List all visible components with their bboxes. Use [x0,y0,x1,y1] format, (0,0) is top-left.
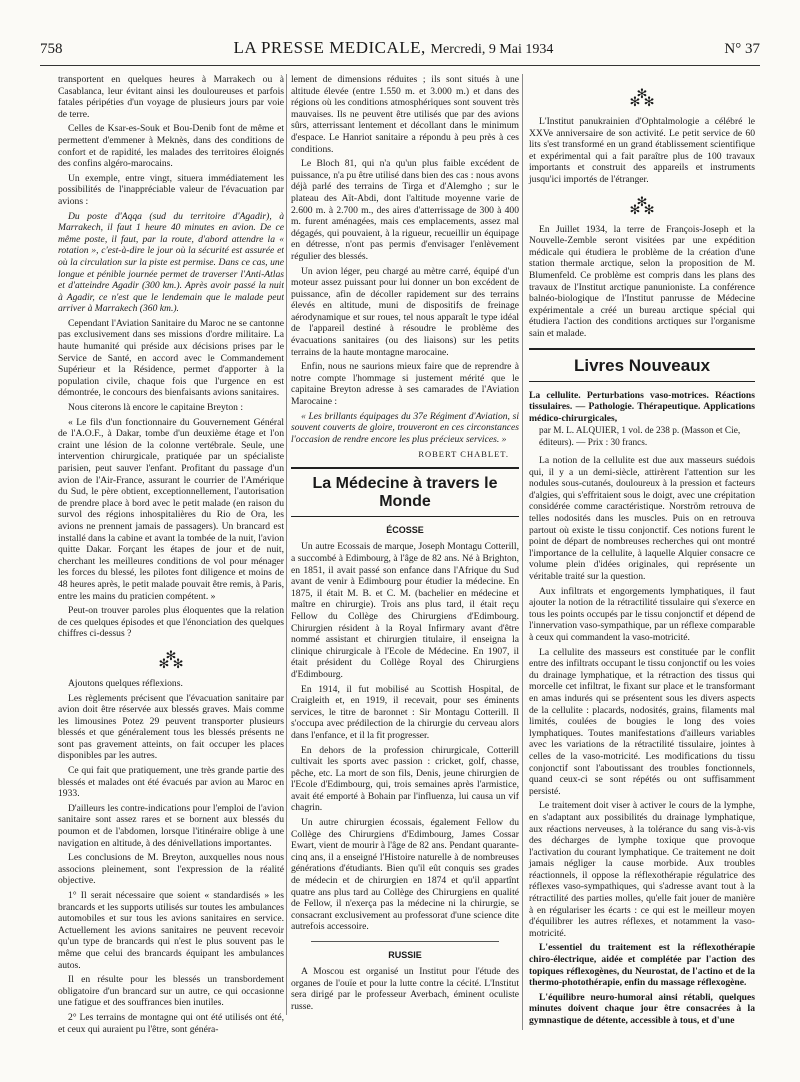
column-1 [58,74,284,1038]
paragraph: En dehors de la profession chirurgicale, Cotterill cultivait les sports avec passion : cricket, golf, chasse, pêche, etc. La mort de son fils, Denis, jeune chirurgien de l'Ecole d'Edimbourg, qui, trois semaines après l'armistice, avait été emporté à Bohain par l'influenza, lui causa un vif chagrin. [291,744,519,814]
paragraph: Du poste d'Aqqa (sud du territoire d'Agadir), à Marrakech, il faut 1 heure 40 minutes en avion. De ce même poste, il faut, par la route, d'abord attendre la « rotation », c'est-à-dire le jour où la sécurité est assurée et où la circulation sur la piste est permise. Dans ce cas, une longue et pénible journée permet de traverser l'Anti-Atlas et d'atteindre Agadir (300 km.). Après avoir passé la nuit à Agadir, ce n'est que le lendemain que le malade peut arriver à Marrakech (360 km.). [58,210,284,315]
paragraph: A Moscou est organisé un Institut pour l'étude des organes de l'ouïe et pour la lutte contre la cécité. L'Institut sera dirigé par le professeur Averbach, éminent oculiste russe. [291,966,519,1012]
subsection-heading: ÉCOSSE [386,525,424,536]
paragraph: Le Bloch 81, qui n'a qu'un plus faible excédent de puissance, n'a pu être utilisé dans bien des cas : nous avons déjà parlé des terrains de Tirga et d'Alemgho ; sur le plateau des Aït-Abdi, dont l'altitude moyenne varie de 2.600 m. à 2.700 m., des aires d'atterrissage de 300 à 400 m. furent aménagées, mais ces emplacements, assez mal dégagés, qui pouvaient, à la rigueur, recueillir un équipage en détresse, n'ont pas permis d'envisager l'enlèvement régulier des blessés. [291,158,519,262]
paragraph: L'essentiel du traitement est la réflexothérapie chiro-électrique, aidée et complétée par l'action des topiques réflexogènes, du Neurostat, de l'actino et de la thermo-photothérapie, enfin du massage réflexogène. [529,942,755,989]
paragraph: Nous citerons là encore le capitaine Breyton : [68,402,244,414]
paragraph: Aux infiltrats et engorgements lymphatiques, il faut ajouter la notion de la rétractilité tissulaire qui s'exerce en tous les points occupés par le tissu conjonctif et dépend de l'innervation vaso-sympathique, par un réflexe comparable à ceux qui commandent la vaso-motricité. [529,585,755,643]
book-details: par M. L. ALQUIER, 1 vol. de 238 p. (Masson et Cie, éditeurs). — Prix : 30 francs. [539,426,741,448]
author-signature: ROBERT CHABLET. [418,449,509,460]
section-title: La Médecine à travers le Monde [291,467,519,517]
section-title: Livres Nouveaux [529,348,755,382]
paragraph: Un autre chirurgien écossais, également Fellow du Collège des Chirurgiens d'Edimbourg, James Cossar Ewart, vient de mourir à l'âge de 82 ans. Pendant quarante-cinq ans, il a enseigné l'Histoire naturelle à de nombreuses générations d'étudiants. Bien qu'il eût conquis ses grades de médecin et de chirurgien en 1874 et qu'il appartînt quatre ans plus tard au Collège des Chirurgiens en qualité de Fellow, il n'exerça pas la médecine ni la chirurgie, se consacrant exclusivement au professorat d'une science dite autrefois accessoire. [291,817,519,933]
book-title: La cellulite. Perturbations vaso-motrices. Réactions tissulaires. — Pathologie. Thérapeutique. Applications médico-chirurgicales, [529,389,755,424]
divider [311,941,499,942]
paragraph: En 1914, il fut mobilisé au Scottish Hospital, de Craigleith et, en 1919, il recevait, pour ses éminents services, le titre de baronnet : Sir Montagu Cotterill. Il s'occupa avec prédilection de la chirurgie du cerveau alors dans l'enfance, et il la fit progresser. [291,683,519,741]
issue-number: N° 37 [724,41,760,57]
paragraph: Celles de Ksar-es-Souk et Bou-Denib font de même et permettent d'emmener à Meknès, dans des conditions de confort et de rapidité, les malades des territoires éloignés des confins algéro-marocains. [58,123,284,170]
paragraph: L'Institut panukrainien d'Ophtalmologie a célébré le XXVe anniversaire de son activité. Le petit service de 60 lits s'est transformé en un grand établissement scientifique et expérimental qui a fait paraître plus de 100 travaux importants et construit des appareils et instruments jusqu'ici importés de l'étranger. [529,116,755,185]
quote-paragraph: « Le fils d'un fonctionnaire du Gouvernement Général de l'A.O.F., à Dakar, tombe d'un deuxième étage et l'on craint une lésion de la colonne vertébrale. Seule, une intervention chirurgicale, pratiquée par un spécialiste parisien, peut sauver l'enfant. Profitant du passage d'un avion de l'Air-France, assurant le courrier de l'Amérique du Sud, le père obtient, exceptionnellement, l'autorisation de prendre place à bord avec le petit malade (en raison du survol des régions inhospitalières du Rio de Ora, les avions ne prennent jamais de passagers). Un brancard est installé dans la cabine et avant la tombée de la nuit, l'avion quitte Dakar. Forçant les étapes de jour et de nuit, cherchant les meilleures conditions de vol pour ménager les forces du blessé, les pilotes font diligence et moins de 48 heures après, le petit malade pouvait être remis, à Paris, entre les mains du praticien compétent. » [58,416,284,602]
paragraph: En Juillet 1934, la terre de François-Joseph et la Nouvelle-Zemble seront visitées par une expédition médicale qui étudiera le problème de la création d'une station thermale arctique, selon la proposition de M. Blumenfeld. Ce problème est compris dans les plans des travaux de l'Institut arctique panunioniste. La conférence balnéo-biologique de l'Institut panrusse de Médecine expérimentale a créé un bureau arctique spécial qui étudiera l'action des conditions arctiques sur l'organisme sain et malade. [529,223,755,339]
paragraph: Un autre Ecossais de marque, Joseph Montagu Cotterill, a succombé à Edimbourg, à l'âge de 82 ans. Né à Brighton, en 1851, il avait passé son enfance dans l'Afrique du Sud avant de venir à Edimbourg pour étudier la médecine. En 1875, il était M. B. et C. M. (bachelier en médecine et maître en chirurgie). Trois ans plus tard, il était reçu Fellow du Collège des Chirurgiens d'Edimbourg. Chirurgien résident à la Royal Infirmary avant d'être nommé assistant et chirurgien titulaire, il enseigna la clinique chirurgicale à l'Ecole de Médecine. En 1907, il était président du Collège Royal des Chirurgiens d'Edimbourg. [291,541,519,680]
page-number: 758 [40,41,63,57]
quote-paragraph: « Les brillants équipages du 37e Régiment d'Aviation, si souvent couverts de gloire, trouveront en ces circonstances l'occasion de rendre encore les plus précieux services. » [291,410,519,445]
subsection-heading: RUSSIE [388,950,422,960]
paragraph: Un avion léger, peu chargé au mètre carré, équipé d'un moteur assez puissant pour lui donner un bon excédent de puissance, afin de décoller rapidement sur des terrains élevés en altitude, muni de dispositifs de freinage aérodynamique et sur roues, tel nous apparaît le type idéal de l'appareil destiné à résoudre le problème des évacuations sanitaires (ou des liaisons) sur les petits terrains de la haute montagne marocaine. [291,265,519,358]
paragraph: Il en résulte pour les blessés un transbordement obligatoire d'un brancard sur un autre, ce qui occasionne une fatigue et des souffrances bien inutiles. [58,974,284,1009]
section-divider-asterism: ✻ ✻ ✻ [629,193,655,217]
section-divider-asterism: ✻ ✻ ✻ [158,647,184,671]
paragraph: Les conclusions de M. Breyton, auxquelles nous nous associons pleinement, sont l'expression de la réalité objective. [58,852,284,887]
paragraph: Les règlements précisent que l'évacuation sanitaire par avion doit être réservée aux blessés graves. Mais comme les limousines Potez 29 peuvent transporter plusieurs blessés et que généralement tous les blessés présents ne sont pas gravement atteints, on fait occuper les places disponibles par les autres. [58,692,284,762]
paragraph: La cellulite des masseurs est constituée par le conflit entre des infiltrats occupant le tissu conjonctif ou les voies du drainage lymphatique, et la rétraction des tissus qui morcelle cet infiltrat, le fixant sur place et le transformant en amas indurés qui se présentent sous les divers aspects de la cellulite : placards, nodosités, grains, filaments mal limités, coulées de bougies le long des voies lymphatiques. Toutes manifestations d'ailleurs variables avec les variations de la rétractilité tissulaire, jointes à celles de la vaso-motricité. Les modifications du tissu conjonctif sont l'aboutissant des troubles fonctionnels, quand ceux-ci se sont répétés ou ont suffisamment persisté. [529,646,755,797]
paragraph: L'équilibre neuro-humoral ainsi rétabli, quelques minutes doivent chaque jour être consacrées à la gymnastique de détente, accessible à tous, et d'une [529,991,755,1026]
paragraph: transportent en quelques heures à Marrakech ou à Casablanca, leur évitant ainsi les douloureuses et parfois fatales péripéties d'un voyage de plusieurs jours par voie de terre. [58,74,284,120]
paragraph: Cependant l'Aviation Sanitaire du Maroc ne se cantonne pas exclusivement dans ses missions d'ordre militaire. La haute humanité qui préside aux décisions prises par le Service de Santé, en accord avec le Commandement Supérieur et la Résidence, permet d'apporter à la population civile, chaque fois que l'urgence en est démontrée, le concours des bienfaisants avions sanitaires. [58,317,284,399]
paragraph: Un exemple, entre vingt, situera immédiatement les possibilités de l'inappréciable valeur de l'évacuation par avions : [58,172,284,207]
journal-name: LA PRESSE MEDICALE, [233,38,426,57]
page-header [40,38,760,66]
paragraph: Peut-on trouver paroles plus éloquentes que la relation de ces quelques épisodes et que l'énonciation des quelques chiffres ci-dessus ? [58,605,284,640]
paragraph: La notion de la cellulite est due aux masseurs suédois qui, il y a un demi-siècle, attirèrent l'attention sur les nodules sous-cutanés, douloureux à la pression et facteurs d'algies, qui s'effritaient sous le doigt, avec une crépitation considérée comme caractéristique. Norström retrouva de telles nodosités dans les muscles. Puis on en retrouva partout où existe le tissu conjonctif. Ces notions furent le point de départ de nombreuses recherches qui ont montré l'importance de la cellulite, à laquelle Alquier consacre ce volume plein d'idées originales, qui représente un véritable traité sur la question. [529,455,755,583]
paragraph: 2° Les terrains de montagne qui ont été utilisés ont été, et ceux qui auraient pu l'être, sont généra- [58,1011,284,1035]
paragraph: Enfin, nous ne saurions mieux faire que de reprendre à notre compte l'hommage si justement mérité que le capitaine Breyton adresse à ses camarades de l'Aviation Marocaine : [291,361,519,408]
paragraph: Ce qui fait que pratiquement, une très grande partie des blessés et malades ont été évacués par avion au Maroc en 1933. [58,765,284,800]
paragraph: Le traitement doit viser à activer le cours de la lymphe, en s'adaptant aux possibilités du drainage lymphatique, aux réactions nerveuses, à la tolérance du sang vis-à-vis des décharges de lymphe toxique que provoque l'activation du courant lymphatique. Ce traitement ne doit jamais négliger la cause morbide. Aux troubles réactionnels, il oppose la réflexothérapie régulatrice des réflexes vaso-sympathiques, qui s'adresse avant tout à la rétractilité des parties molles, qu'elle fait jouer de manière à en régulariser les écarts : ce qui est le meilleur moyen d'équilibrer les autres réflexes, et notamment la vaso-motricité. [529,800,755,939]
journal-title [234,38,554,58]
column-3 [522,74,755,1030]
issue-date: Mercredi, 9 Mai 1934 [430,42,554,57]
paragraph: lement de dimensions réduites ; ils sont situés à une altitude élevée (entre 1.550 m. et 3.000 m.) et dans des régions où les conditions atmosphériques sont souvent très mauvaises. Ils ne peuvent être utilisés que par des avions sûrs, atterrissant lentement et décollant dans le minimum d'espace. Le Hanriot sanitaire a répondu à peu près à ces conditions. [291,74,519,155]
paragraph: Ajoutons quelques réflexions. [68,677,183,689]
paragraph: D'ailleurs les contre-indications pour l'emploi de l'avion sanitaire sont assez rares et se bornent aux blessés du poumon et de l'abdomen, lorsque l'itinéraire oblige à une navigation en altitude, à des dénivellations importantes. [58,802,284,849]
column-2 [286,74,519,1015]
paragraph: 1° Il serait nécessaire que soient « standardisés » les brancards et les supports utilisés sur toutes les ambulances automobiles et sur tous les avions sanitaires en service. Actuellement les avions sanitaires ne peuvent recevoir qu'un type de brancards qui n'est le plus souvent pas le même que celui des brancards équipant les ambulances autos. [58,890,284,971]
section-divider-asterism: ✻ ✻ ✻ [629,86,655,109]
